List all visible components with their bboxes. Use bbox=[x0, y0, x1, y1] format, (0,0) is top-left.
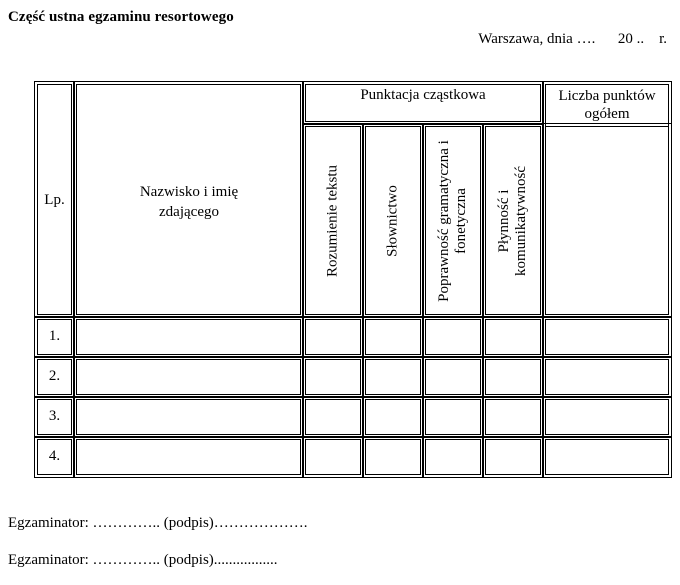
partial-col-2-label: Słownictwo bbox=[384, 184, 401, 257]
row-1-score-2 bbox=[362, 316, 424, 358]
row-3-lp bbox=[34, 396, 75, 438]
partial-col-4-label: Płynność i komunikatywność bbox=[496, 165, 529, 276]
row-3-score-4 bbox=[482, 396, 544, 438]
row-2-score-2 bbox=[362, 356, 424, 398]
row-1-lp bbox=[34, 316, 75, 358]
row-1-name bbox=[73, 316, 304, 358]
row-number: 4. bbox=[48, 448, 61, 464]
row-1-score-1 bbox=[302, 316, 364, 358]
header-name: Nazwisko i imię zdającego bbox=[139, 184, 239, 220]
row-4-score-3 bbox=[422, 436, 484, 478]
row-4-name bbox=[73, 436, 304, 478]
row-2-score-1 bbox=[302, 356, 364, 398]
document-title: Część ustna egzaminu resortowego bbox=[8, 9, 234, 25]
row-3-total bbox=[542, 396, 672, 438]
row-2-total bbox=[542, 356, 672, 398]
row-1-score-4 bbox=[482, 316, 544, 358]
row-1-score-3 bbox=[422, 316, 484, 358]
header-total: Liczba punktów ogółem bbox=[558, 88, 656, 122]
row-3-score-3 bbox=[422, 396, 484, 438]
row-2-score-4 bbox=[482, 356, 544, 398]
header-lp: Lp. bbox=[44, 192, 65, 208]
header-name-cell bbox=[73, 81, 304, 318]
header-lp-cell bbox=[34, 81, 75, 318]
row-2-lp bbox=[34, 356, 75, 398]
header-partial-cell bbox=[302, 81, 544, 125]
header-total-rule bbox=[542, 123, 672, 318]
header-partial: Punktacja cząstkowa bbox=[360, 87, 486, 103]
row-number: 1. bbox=[48, 328, 61, 344]
examiner-signature-1: Egzaminator: ………….. (podpis)………………. bbox=[8, 515, 308, 531]
row-4-total bbox=[542, 436, 672, 478]
row-3-score-1 bbox=[302, 396, 364, 438]
row-3-score-2 bbox=[362, 396, 424, 438]
examiner-signature-2: Egzaminator: ………….. (podpis)................. bbox=[8, 552, 278, 568]
partial-col-1-label: Rozumienie tekstu bbox=[324, 164, 341, 277]
row-4-score-1 bbox=[302, 436, 364, 478]
row-2-name bbox=[73, 356, 304, 398]
exam-table bbox=[34, 81, 672, 478]
row-4-score-4 bbox=[482, 436, 544, 478]
row-4-lp bbox=[34, 436, 75, 478]
header-partial-col-4 bbox=[482, 123, 544, 318]
row-4-score-2 bbox=[362, 436, 424, 478]
row-2-score-3 bbox=[422, 356, 484, 398]
partial-col-3-label: Poprawność gramatyczna i fonetyczna bbox=[436, 139, 469, 302]
row-1-total bbox=[542, 316, 672, 358]
row-number: 2. bbox=[48, 368, 61, 384]
header-partial-col-3 bbox=[422, 123, 484, 318]
header-partial-col-1 bbox=[302, 123, 364, 318]
row-number: 3. bbox=[48, 408, 61, 424]
row-3-name bbox=[73, 396, 304, 438]
header-partial-col-2 bbox=[362, 123, 424, 318]
date-line: Warszawa, dnia …. 20 .. r. bbox=[478, 31, 667, 47]
